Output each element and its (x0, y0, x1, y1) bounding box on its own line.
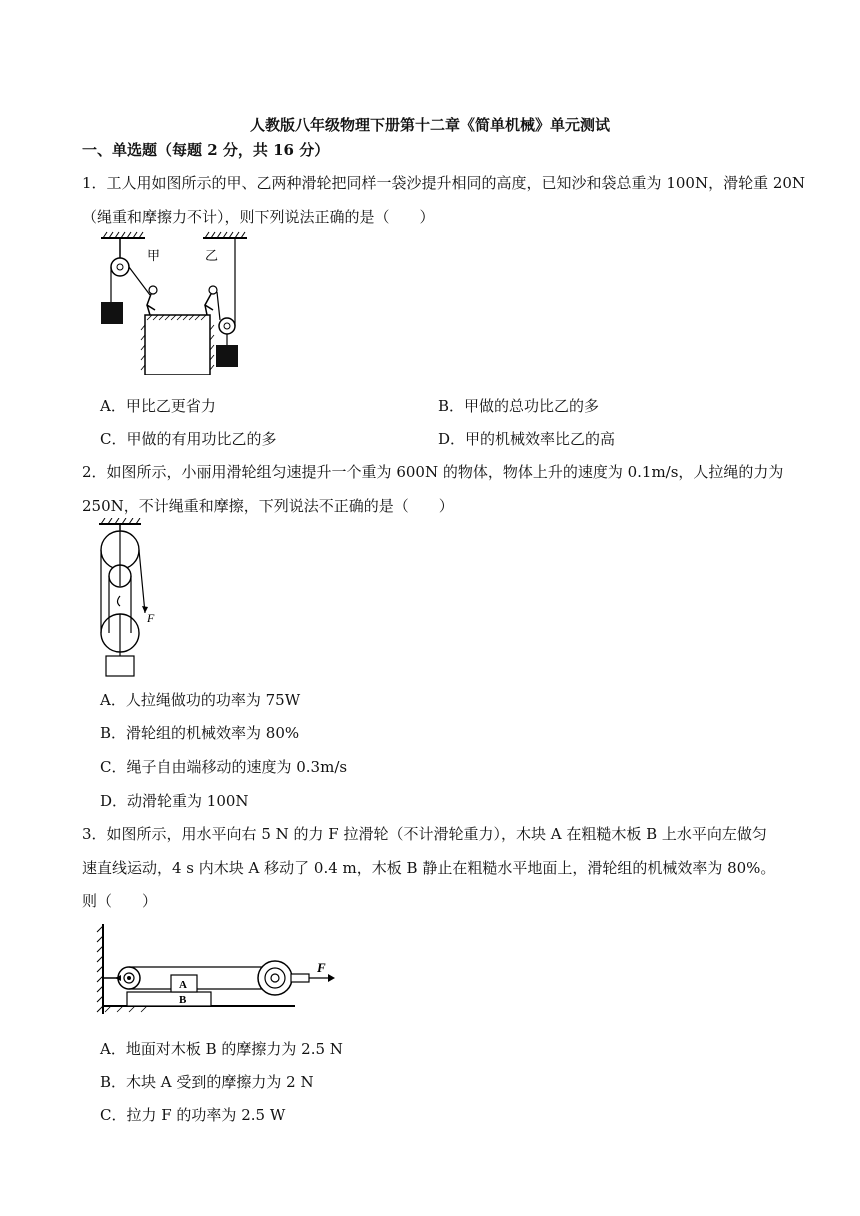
q3-label-b: B (179, 994, 187, 1006)
q1-option-c[interactable]: C．甲做的有用功比乙的多 (100, 430, 277, 448)
q3-stem-line1: 3．如图所示，用水平向右 5 N 的力 F 拉滑轮（不计滑轮重力），木块 A 在粗糙木板 B 上水平向左做匀 (82, 825, 767, 843)
q3-option-c[interactable]: C．拉力 F 的功率为 2.5 W (100, 1106, 286, 1124)
q1-option-d[interactable]: D．甲的机械效率比乙的高 (438, 430, 616, 448)
q1-stem-line1: 1．工人用如图所示的甲、乙两种滑轮把同样一袋沙提升相同的高度，已知沙和袋总重为 100N，滑轮重 20N (82, 174, 806, 192)
q1-label-yi: 乙 (205, 248, 219, 263)
q1-pulley-figure (95, 230, 255, 375)
q2-pulley-block-figure (95, 518, 165, 678)
q2-label-f: F (147, 611, 155, 625)
q1-option-a[interactable]: A．甲比乙更省力 (100, 397, 216, 415)
q2-option-c[interactable]: C．绳子自由端移动的速度为 0.3m/s (100, 758, 348, 776)
q2-stem-line2: 250N，不计绳重和摩擦，下列说法不正确的是（ ） (82, 497, 454, 515)
q1-label-jia: 甲 (147, 248, 161, 263)
q3-stem-line2: 速直线运动，4 s 内木块 A 移动了 0.4 m，木板 B 静止在粗糙水平地面上，滑轮组的机械效率为 80%。 (82, 859, 776, 877)
q2-option-a[interactable]: A．人拉绳做功的功率为 75W (100, 691, 301, 709)
q3-stem-line3: 则（ ） (82, 892, 158, 910)
q3-option-b[interactable]: B．木块 A 受到的摩擦力为 2 N (100, 1073, 314, 1091)
q3-label-a: A (179, 979, 187, 991)
q2-option-d[interactable]: D．动滑轮重为 100N (100, 792, 249, 810)
q1-option-b[interactable]: B．甲做的总功比乙的多 (438, 397, 600, 415)
q2-stem-line1: 2．如图所示，小丽用滑轮组匀速提升一个重为 600N 的物体，物体上升的速度为 0.1m/s，人拉绳的力为 (82, 463, 784, 481)
section-heading: 一、单选题（每题 2 分，共 16 分） (82, 141, 330, 159)
q3-option-a[interactable]: A．地面对木板 B 的摩擦力为 2.5 N (100, 1040, 343, 1058)
q3-label-f: F (317, 960, 326, 975)
page-title: 人教版八年级物理下册第十二章《简单机械》单元测试 (249, 116, 610, 134)
q2-option-b[interactable]: B．滑轮组的机械效率为 80% (100, 724, 300, 742)
q1-stem-line2: （绳重和摩擦力不计），则下列说法正确的是（ ） (82, 208, 435, 226)
q3-horizontal-pulley-figure (95, 922, 345, 1022)
